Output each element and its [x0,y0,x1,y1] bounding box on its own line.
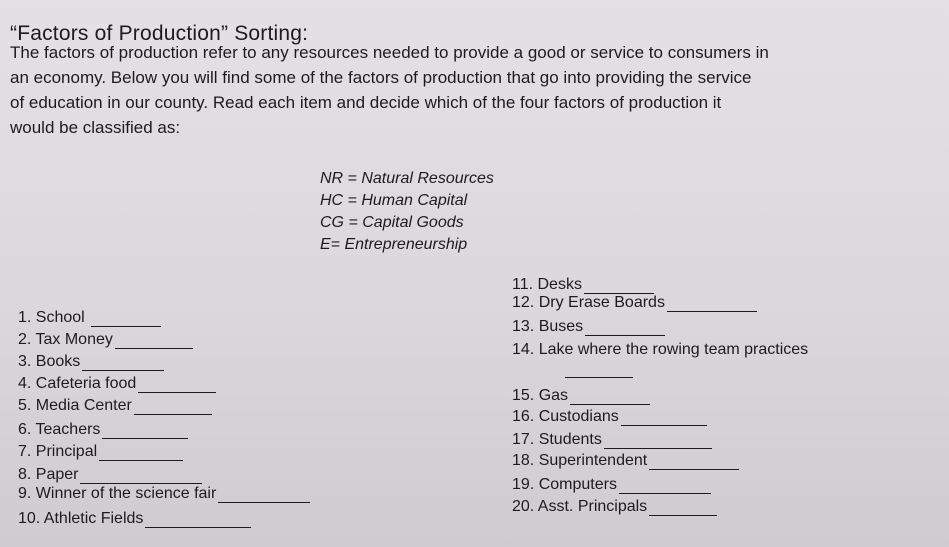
item-label: 15. Gas [512,387,569,404]
item-label: 9. Winner of the science fair [18,485,217,502]
answer-blank[interactable] [91,312,161,327]
list-item-17 [512,431,712,449]
list-item-14 [512,341,808,359]
item-label: 11. Desks [512,276,582,293]
key-human-capital: HC = Human Capital [320,192,468,209]
item-label: 1. School [18,309,85,326]
intro-paragraph [10,40,930,140]
answer-blank[interactable] [82,356,164,371]
intro-line: The factors of production refer to any resources needed to provide a good or service to consumers in [10,43,769,62]
answer-blank[interactable] [570,390,650,405]
answer-blank[interactable] [565,376,633,378]
answer-blank[interactable] [621,411,707,426]
intro-line: of education in our county. Read each item and decide which of the four factors of production it [10,93,722,112]
item-label: 18. Superintendent [512,452,648,469]
key-capital-goods: CG = Capital Goods [320,214,464,231]
item-label: 20. Asst. Principals [512,498,648,515]
list-item-8 [18,466,202,484]
list-item-9 [18,485,310,503]
item-label: 19. Computers [512,476,617,493]
list-item-1 [18,309,161,327]
item-label: 4. Cafeteria food [18,375,137,392]
answer-blank[interactable] [218,488,310,503]
item-label: 7. Principal [18,443,98,460]
list-item-7 [18,443,183,461]
answer-blank[interactable] [134,400,212,415]
list-item-5 [18,397,212,415]
answer-blank[interactable] [649,501,717,516]
intro-line: would be classified as: [10,118,181,137]
item-label: 8. Paper [18,466,79,483]
answer-blank[interactable] [619,479,711,494]
answer-blank[interactable] [115,334,193,349]
item-label: 2. Tax Money [18,331,113,348]
list-item-13 [512,318,665,336]
intro-line: an economy. Below you will find some of the factors of production that go into providing the service [10,68,752,87]
item-label: 6. Teachers [18,421,101,438]
factors-key [320,168,494,256]
list-item-15 [512,387,650,405]
item-label: 10. Athletic Fields [18,510,144,527]
list-item-20 [512,498,717,516]
list-item-6 [18,421,188,439]
answer-blank[interactable] [102,424,188,439]
answer-blank[interactable] [80,469,202,484]
answer-blank[interactable] [145,513,251,528]
item-label: 3. Books [18,353,81,370]
key-entrepreneurship: E= Entrepreneurship [320,236,468,253]
item-label: 5. Media Center [18,397,132,414]
answer-blank[interactable] [99,446,183,461]
list-item-4 [18,375,216,393]
list-item-11 [512,276,654,294]
answer-blank[interactable] [138,378,216,393]
item-label: 12. Dry Erase Boards [512,294,665,311]
item-label: 13. Buses [512,318,584,335]
answer-blank[interactable] [585,321,665,336]
list-item-19 [512,476,711,494]
list-item-16 [512,408,707,426]
answer-blank[interactable] [604,434,712,449]
list-item-3 [18,353,164,371]
list-item-2 [18,331,193,349]
list-item-10 [18,510,251,528]
key-natural-resources: NR = Natural Resources [320,170,494,187]
answer-blank[interactable] [649,455,739,470]
item-label: 17. Students [512,431,602,448]
list-item-12 [512,294,757,312]
list-item-18 [512,452,739,470]
answer-blank[interactable] [667,297,757,312]
item-label: 14. Lake where the rowing team practices [512,341,809,358]
worksheet-title: “Factors of Production” Sorting: [10,22,309,45]
item-label: 16. Custodians [512,408,619,425]
answer-blank[interactable] [584,279,654,294]
